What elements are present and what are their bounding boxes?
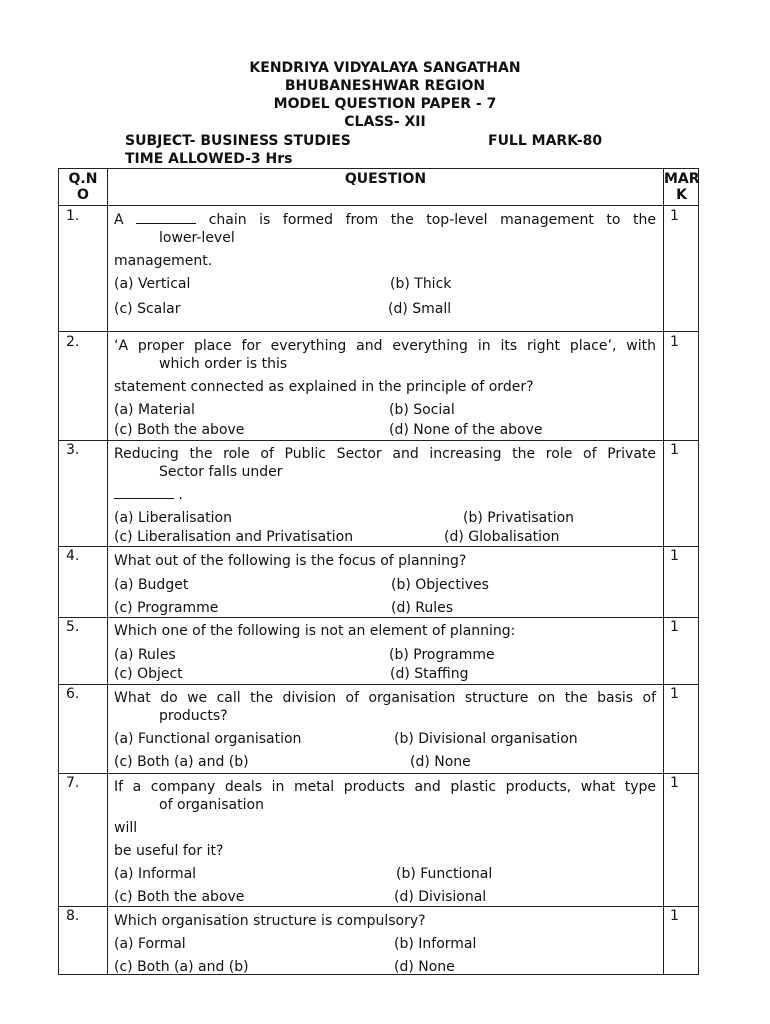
question-text-first: Reducing the role of Public Sector and increasing the role of Private bbox=[114, 446, 656, 462]
row-divider bbox=[58, 546, 699, 547]
option-d: (d) None bbox=[410, 754, 471, 770]
option-b: (b) Thick bbox=[390, 276, 452, 292]
subject-label: SUBJECT- BUSINESS STUDIES bbox=[125, 133, 351, 149]
option-c: (c) Both (a) and (b) bbox=[114, 959, 249, 975]
option-a: (a) Functional organisation bbox=[114, 731, 302, 747]
question-text bbox=[114, 689, 656, 725]
answer-blank bbox=[114, 486, 174, 499]
question-text-extra: management. bbox=[114, 253, 213, 269]
question-mark: 1 bbox=[670, 548, 679, 564]
full-mark-label: FULL MARK-80 bbox=[488, 133, 603, 149]
row-divider bbox=[58, 773, 699, 774]
option-c: (c) Liberalisation and Privatisation bbox=[114, 529, 354, 545]
option-d: (d) Staffing bbox=[390, 666, 469, 682]
question-mark: 1 bbox=[670, 619, 679, 635]
question-text bbox=[114, 445, 656, 481]
option-c: (c) Both (a) and (b) bbox=[114, 754, 249, 770]
column-header-mark-line1: MAR bbox=[664, 171, 700, 187]
option-d: (d) None of the above bbox=[389, 422, 543, 438]
row-divider bbox=[58, 617, 699, 618]
question-number: 2. bbox=[66, 334, 80, 350]
question-text: Which one of the following is not an element of planning: bbox=[114, 623, 516, 639]
question-text-extra bbox=[114, 486, 183, 504]
row-divider bbox=[58, 906, 699, 907]
question-text: What out of the following is the focus of planning? bbox=[114, 553, 467, 569]
question-text-first: If a company deals in metal products and plastic products, what type bbox=[114, 779, 656, 795]
question-mark: 1 bbox=[670, 442, 679, 458]
question-text-indent: Sector falls under bbox=[159, 464, 283, 480]
question-number: 1. bbox=[66, 208, 80, 224]
column-header-qno-line1: Q.N bbox=[68, 171, 98, 187]
question-text-first: chain is formed from the top-level management to the bbox=[208, 212, 657, 228]
option-c: (c) Both the above bbox=[114, 889, 245, 905]
option-a: (a) Informal bbox=[114, 866, 197, 882]
option-d: (d) Small bbox=[388, 301, 452, 317]
row-divider bbox=[58, 440, 699, 441]
question-text-indent: which order is this bbox=[159, 356, 288, 372]
question-text-extra: be useful for it? bbox=[114, 843, 224, 859]
question-mark: 1 bbox=[670, 775, 679, 791]
question-number: 8. bbox=[66, 908, 80, 924]
question-text bbox=[114, 337, 656, 373]
question-text-indent: products? bbox=[159, 708, 228, 724]
option-a: (a) Rules bbox=[114, 647, 176, 663]
table-divider-mark bbox=[663, 168, 664, 975]
question-number: 6. bbox=[66, 686, 80, 702]
row-divider bbox=[58, 205, 699, 206]
option-c: (c) Scalar bbox=[114, 301, 181, 317]
column-header-qno bbox=[58, 171, 108, 203]
option-d: (d) None bbox=[394, 959, 455, 975]
question-number: 5. bbox=[66, 619, 80, 635]
row-divider bbox=[58, 331, 699, 332]
question-text-indent: lower-level bbox=[159, 230, 235, 246]
question-text-extra: will bbox=[114, 820, 138, 836]
option-a: (a) Budget bbox=[114, 577, 189, 593]
option-d: (d) Divisional bbox=[394, 889, 487, 905]
school-name: KENDRIYA VIDYALAYA SANGATHAN bbox=[249, 60, 521, 76]
column-header-mark-line2: K bbox=[676, 187, 687, 203]
option-a: (a) Liberalisation bbox=[114, 510, 232, 526]
class-label: CLASS- XII bbox=[344, 114, 426, 130]
row-divider bbox=[58, 684, 699, 685]
question-text-pre: A bbox=[114, 212, 124, 228]
option-a: (a) Vertical bbox=[114, 276, 191, 292]
question-text bbox=[114, 211, 656, 247]
question-text-extra-dot: . bbox=[178, 487, 183, 503]
option-a: (a) Material bbox=[114, 402, 195, 418]
column-header-qno-line2: O bbox=[77, 187, 89, 203]
question-number: 4. bbox=[66, 548, 80, 564]
question-text bbox=[114, 778, 656, 814]
option-b: (b) Informal bbox=[394, 936, 477, 952]
option-d: (d) Globalisation bbox=[444, 529, 560, 545]
option-a: (a) Formal bbox=[114, 936, 186, 952]
question-text-first: What do we call the division of organisation structure on the basis of bbox=[114, 690, 656, 706]
question-mark: 1 bbox=[670, 686, 679, 702]
option-b: (b) Programme bbox=[389, 647, 495, 663]
region-name: BHUBANESHWAR REGION bbox=[284, 78, 486, 94]
column-header-question: QUESTION bbox=[344, 171, 427, 187]
question-text-line bbox=[114, 211, 656, 229]
column-header-mark bbox=[664, 171, 699, 203]
question-mark: 1 bbox=[670, 208, 679, 224]
option-b: (b) Privatisation bbox=[463, 510, 575, 526]
question-text-extra: statement connected as explained in the principle of order? bbox=[114, 379, 534, 395]
time-allowed-label: TIME ALLOWED-3 Hrs bbox=[125, 151, 293, 167]
question-mark: 1 bbox=[670, 908, 679, 924]
option-b: (b) Social bbox=[389, 402, 455, 418]
paper-title: MODEL QUESTION PAPER - 7 bbox=[273, 96, 497, 112]
answer-blank bbox=[136, 211, 196, 224]
option-c: (c) Both the above bbox=[114, 422, 245, 438]
question-text-indent: of organisation bbox=[159, 797, 264, 813]
question-mark: 1 bbox=[670, 334, 679, 350]
table-divider-qno bbox=[107, 168, 108, 975]
option-b: (b) Divisional organisation bbox=[394, 731, 578, 747]
option-c: (c) Programme bbox=[114, 600, 219, 616]
option-d: (d) Rules bbox=[391, 600, 454, 616]
option-c: (c) Object bbox=[114, 666, 183, 682]
question-text-first: ‘A proper place for everything and everything in its right place’, with bbox=[114, 338, 656, 354]
question-number: 7. bbox=[66, 775, 80, 791]
option-b: (b) Functional bbox=[396, 866, 493, 882]
question-text: Which organisation structure is compulsory? bbox=[114, 913, 426, 929]
option-b: (b) Objectives bbox=[391, 577, 489, 593]
question-number: 3. bbox=[66, 442, 80, 458]
